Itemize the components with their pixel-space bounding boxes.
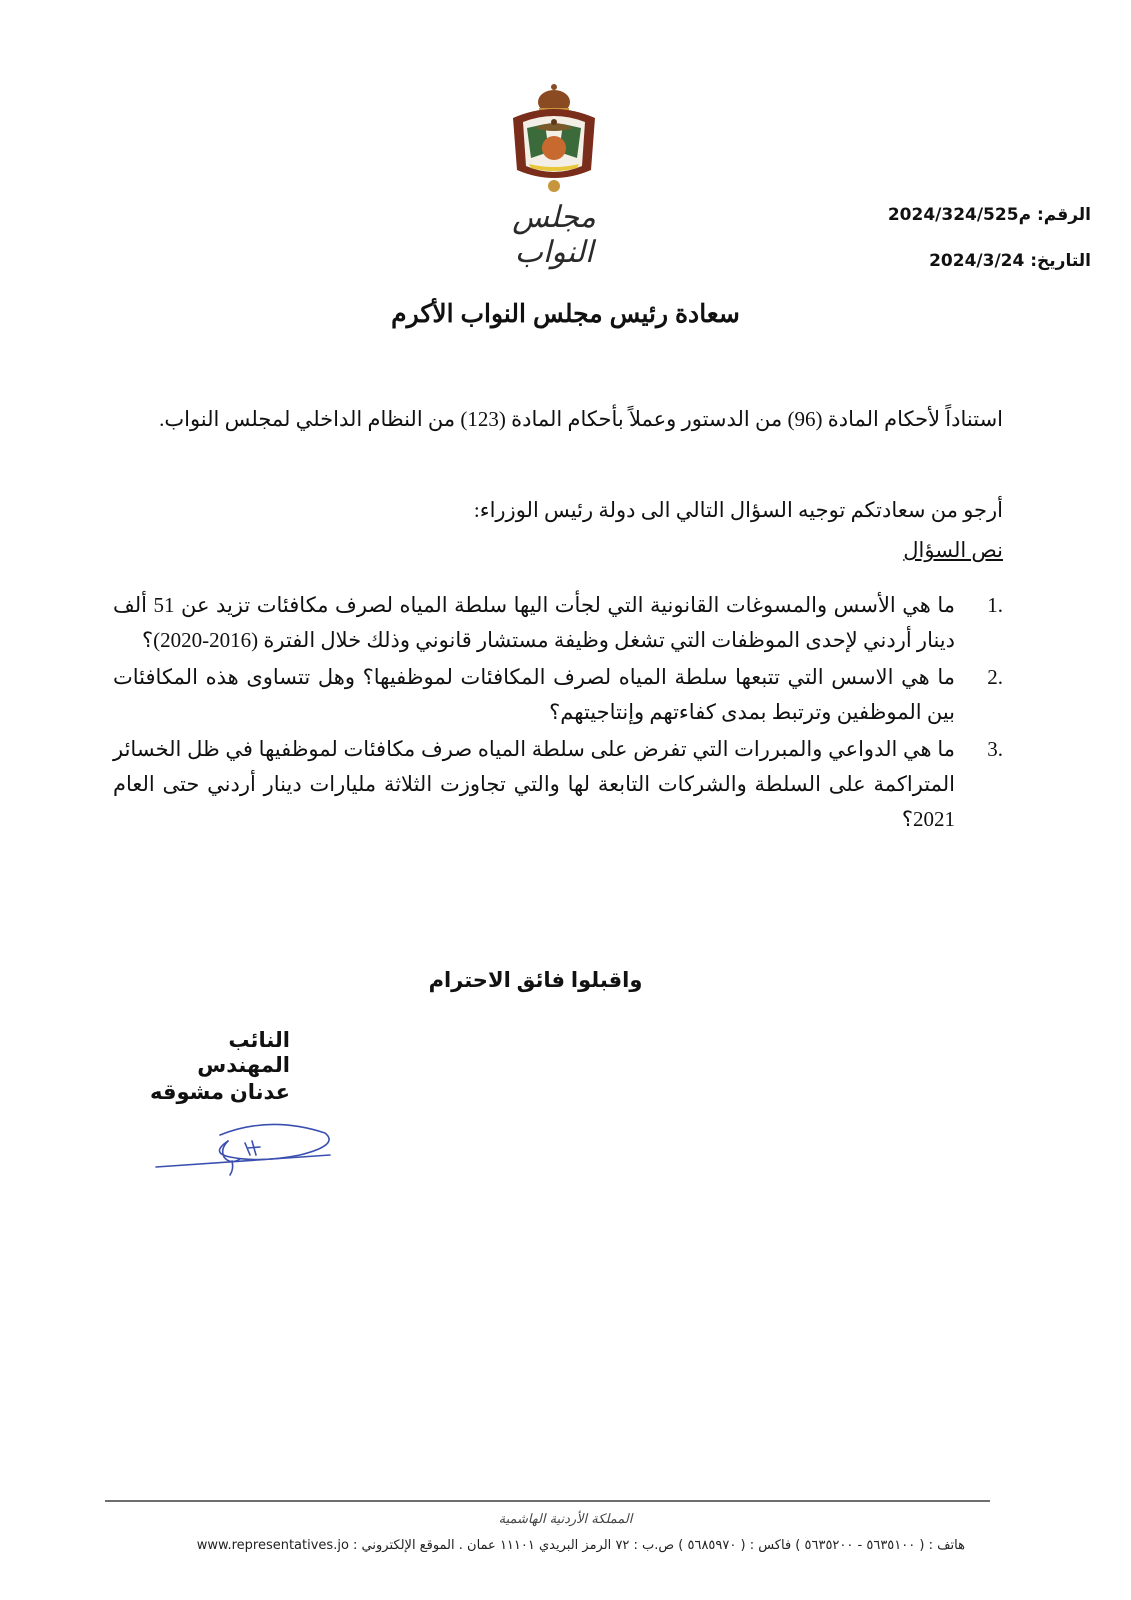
footer-contact [130, 1538, 965, 1553]
question-number: 3. [987, 737, 1003, 761]
question-number: 2. [987, 665, 1003, 689]
reference-number-value: م2024/324/525 [887, 205, 1032, 225]
website-link[interactable]: www.representatives.jo [196, 1538, 349, 1553]
question-heading: نص السؤال [903, 538, 1003, 562]
closing-text: واقبلوا فائق الاحترام [428, 969, 643, 992]
question-item [113, 732, 1003, 837]
request-paragraph: أرجو من سعادتكم توجيه السؤال التالي الى دولة رئيس الوزراء: [473, 498, 1003, 522]
signature-icon [150, 1115, 340, 1185]
reference-date [929, 251, 1091, 271]
signatory-name: عدنان مشوقه [149, 1081, 290, 1104]
footer-contact-text: هاتف : ( ٥٦٣٥١٠٠ - ٥٦٣٥٢٠٠ ) فاكس : ( ٥٦٨٥٩٧٠ ) ص.ب : ٧٢ الرمز البريدي ١١١٠١ عمان . الموقع الإلكتروني : [353, 1538, 965, 1553]
closing-line [0, 968, 1131, 993]
question-text: ما هي الأسس والمسوغات القانونية التي لجأت اليها سلطة المياه لصرف مكافئات تزيد عن 51 ألف دينار أردني لإحدى الموظفات التي تشغل وظيفة مستشار قانوني وذلك خلال الفترة (2016-2020)؟ [113, 593, 955, 652]
intro-paragraph: استناداً لأحكام المادة (96) من الدستور وعملاً بأحكام المادة (123) من النظام الداخلي لمجلس النواب. [159, 407, 1003, 431]
handwritten-signature [150, 1115, 340, 1185]
coat-of-arms-emblem [505, 78, 603, 200]
question-text: ما هي الاسس التي تتبعها سلطة المياه لصرف المكافئات لموظفيها؟ وهل تتساوى هذه المكافئات بين الموظفين وترتبط بمدى كفاءتهم وإنتاجيتهم؟ [113, 665, 955, 724]
question-item [113, 660, 1003, 730]
reference-date-value: 2024/3/24 [929, 251, 1025, 271]
question-text: ما هي الدواعي والمبررات التي تفرض على سلطة المياه صرف مكافئات لموظفيها في ظل الخسائر المتراكمة على السلطة والشركات التابعة لها والتي تجاوزت الثلاثة مليارات دينار أردني حتى العام 2021؟ [113, 737, 955, 831]
reference-number-label: الرقم: [1036, 205, 1091, 225]
question-item [113, 588, 1003, 658]
council-logo: مجلس النواب [512, 200, 596, 270]
reference-date-label: التاريخ: [1030, 251, 1091, 271]
question-number: 1. [987, 593, 1003, 617]
footer-kingdom-name: المملكة الأردنية الهاشمية [498, 1512, 633, 1527]
reference-number [888, 205, 1091, 225]
coat-of-arms-icon [505, 78, 603, 200]
footer-divider [105, 1500, 990, 1502]
question-list [113, 588, 1003, 839]
addressee-heading: سعادة رئيس مجلس النواب الأكرم [391, 300, 740, 328]
signatory-title: النائب المهندس [197, 1029, 290, 1077]
